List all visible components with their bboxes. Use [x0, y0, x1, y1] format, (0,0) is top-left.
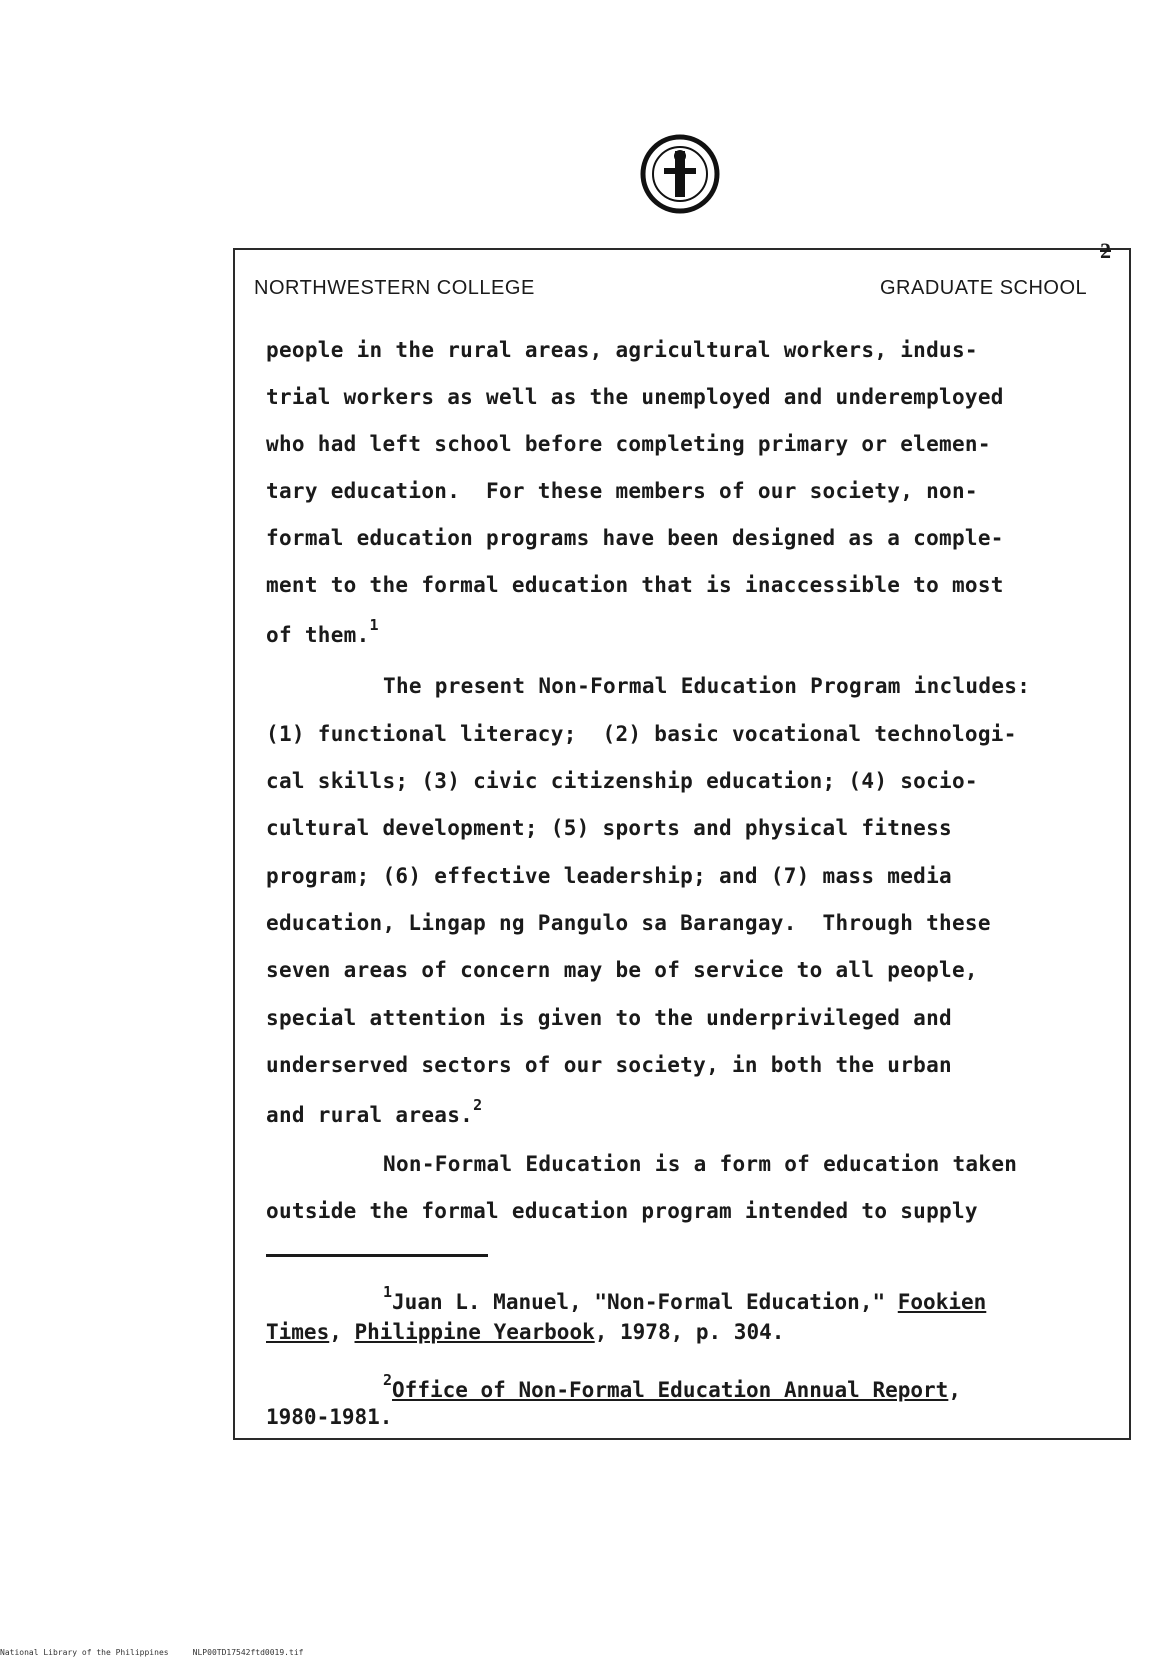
body-line: people in the rural areas, agricultural workers, indus-: [266, 338, 978, 362]
page-number: 2: [1100, 238, 1111, 263]
footnote-ref: 2: [473, 1096, 483, 1114]
college-seal-icon: [640, 134, 720, 214]
body-line: Non-Formal Education is a form of education taken: [383, 1152, 1018, 1176]
footnote-1: $^1$Juan L. Manuel, "Non-Formal Education," Fookien: [383, 1283, 987, 1314]
institution-name: NORTHWESTERN COLLEGE: [254, 277, 535, 299]
footnote-2: $^2$Office of Non-Formal Education Annual Report,: [383, 1371, 961, 1402]
body-line: program; (6) effective leadership; and (7) mass media: [266, 864, 952, 888]
body-line: and rural areas.$^2$: [266, 1096, 483, 1127]
body-line: special attention is given to the underprivileged and: [266, 1006, 952, 1030]
body-line: trial workers as well as the unemployed and underemployed: [266, 385, 1004, 409]
body-line: who had left school before completing primary or elemen-: [266, 432, 991, 456]
body-line: underserved sectors of our society, in both the urban: [266, 1053, 952, 1077]
body-line: The present Non-Formal Education Program includes:: [383, 674, 1031, 698]
archive-footer: National Library of the Philippines NLP00TD17542ftd0019.tif: [0, 1648, 304, 1657]
page-frame: [233, 248, 1131, 1440]
body-line: tary education. For these members of our society, non-: [266, 479, 978, 503]
body-line: outside the formal education program intended to supply: [266, 1199, 978, 1223]
body-line: seven areas of concern may be of service to all people,: [266, 958, 978, 982]
footnote-ref: 1: [369, 616, 379, 634]
body-line: ment to the formal education that is inaccessible to most: [266, 573, 1004, 597]
body-line: of them.$^1$: [266, 616, 379, 647]
body-line: education, Lingap ng Pangulo sa Barangay. Through these: [266, 911, 991, 935]
footnote-separator: [266, 1254, 488, 1257]
footnote-2-cont: 1980-1981.: [266, 1405, 393, 1429]
footnote-1-cont: Times, Philippine Yearbook, 1978, p. 304.: [266, 1320, 785, 1344]
department-name: GRADUATE SCHOOL: [880, 277, 1088, 299]
body-line: cultural development; (5) sports and physical fitness: [266, 816, 952, 840]
body-line: cal skills; (3) civic citizenship education; (4) socio-: [266, 769, 978, 793]
body-line: (1) functional literacy; (2) basic vocational technologi-: [266, 722, 1017, 746]
body-line: formal education programs have been designed as a comple-: [266, 526, 1004, 550]
